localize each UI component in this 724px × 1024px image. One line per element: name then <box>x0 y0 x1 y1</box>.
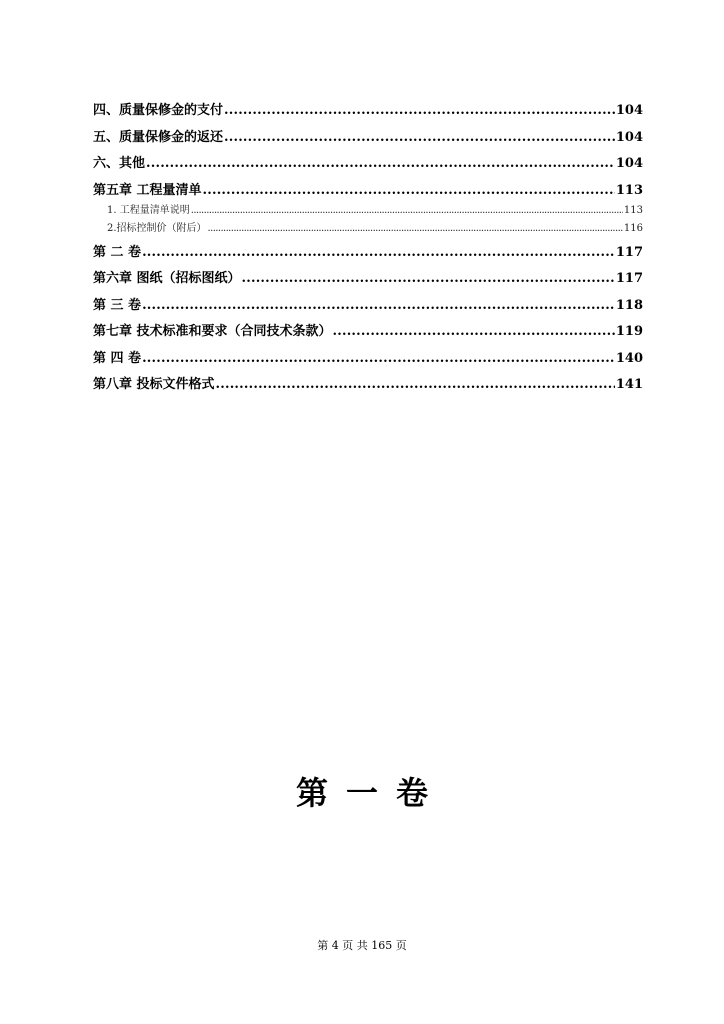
toc-entry-page: 140 <box>615 350 643 366</box>
toc-entry-title: 第五章 工程量清单 <box>93 182 202 198</box>
toc-entry-page: 104 <box>615 129 643 145</box>
toc-entry-page: 118 <box>615 297 643 313</box>
toc-entry[interactable] <box>93 313 643 339</box>
toc-leader-dots <box>142 298 615 313</box>
table-of-contents <box>93 92 643 392</box>
toc-entry-title: 第 四 卷 <box>93 350 142 366</box>
toc-entry-title: 第七章 技术标准和要求（合同技术条款） <box>93 324 332 340</box>
toc-entry-page: 113 <box>623 204 643 216</box>
volume-title: 第一卷 <box>295 774 446 812</box>
toc-leader-dots <box>216 377 615 392</box>
toc-entry[interactable] <box>93 145 643 171</box>
toc-leader-dots <box>191 205 623 216</box>
toc-entry[interactable] <box>93 339 643 365</box>
toc-entry-title: 2.招标控制价（附后） <box>107 222 207 234</box>
toc-entry-title: 五、质量保修金的返还 <box>93 129 224 145</box>
toc-entry-title: 六、其他 <box>93 156 146 172</box>
toc-leader-dots <box>224 103 615 118</box>
toc-entry[interactable] <box>93 234 643 260</box>
toc-leader-dots <box>142 351 615 366</box>
page-footer: 第 4 页 共 165 页 <box>317 939 407 952</box>
toc-subentry[interactable] <box>93 216 643 234</box>
toc-entry-title: 第 二 卷 <box>93 244 142 260</box>
toc-entry[interactable] <box>93 118 643 144</box>
toc-entry-page: 119 <box>615 324 643 340</box>
toc-entry[interactable] <box>93 92 643 118</box>
toc-entry-page: 104 <box>615 156 643 172</box>
toc-entry-title: 第八章 投标文件格式 <box>93 376 215 392</box>
toc-entry-title: 1. 工程量清单说明 <box>107 204 190 216</box>
toc-entry-title: 四、质量保修金的支付 <box>93 103 224 119</box>
toc-leader-dots <box>146 156 615 171</box>
toc-leader-dots <box>208 223 623 234</box>
toc-entry[interactable] <box>93 286 643 312</box>
toc-leader-dots <box>242 271 615 286</box>
toc-entry-page: 117 <box>615 271 643 287</box>
toc-entry-page: 104 <box>615 103 643 119</box>
toc-entry-page: 116 <box>623 222 643 234</box>
toc-subentry[interactable] <box>93 198 643 216</box>
toc-leader-dots <box>142 245 615 260</box>
toc-entry-page: 141 <box>615 376 643 392</box>
toc-entry-page: 113 <box>615 182 643 198</box>
toc-leader-dots <box>333 324 615 339</box>
toc-leader-dots <box>203 183 615 198</box>
toc-entry[interactable] <box>93 366 643 392</box>
toc-entry[interactable] <box>93 260 643 286</box>
toc-entry-title: 第六章 图纸（招标图纸） <box>93 271 241 287</box>
toc-entry[interactable] <box>93 171 643 197</box>
toc-entry-title: 第 三 卷 <box>93 297 142 313</box>
toc-leader-dots <box>224 130 615 145</box>
toc-entry-page: 117 <box>615 244 643 260</box>
